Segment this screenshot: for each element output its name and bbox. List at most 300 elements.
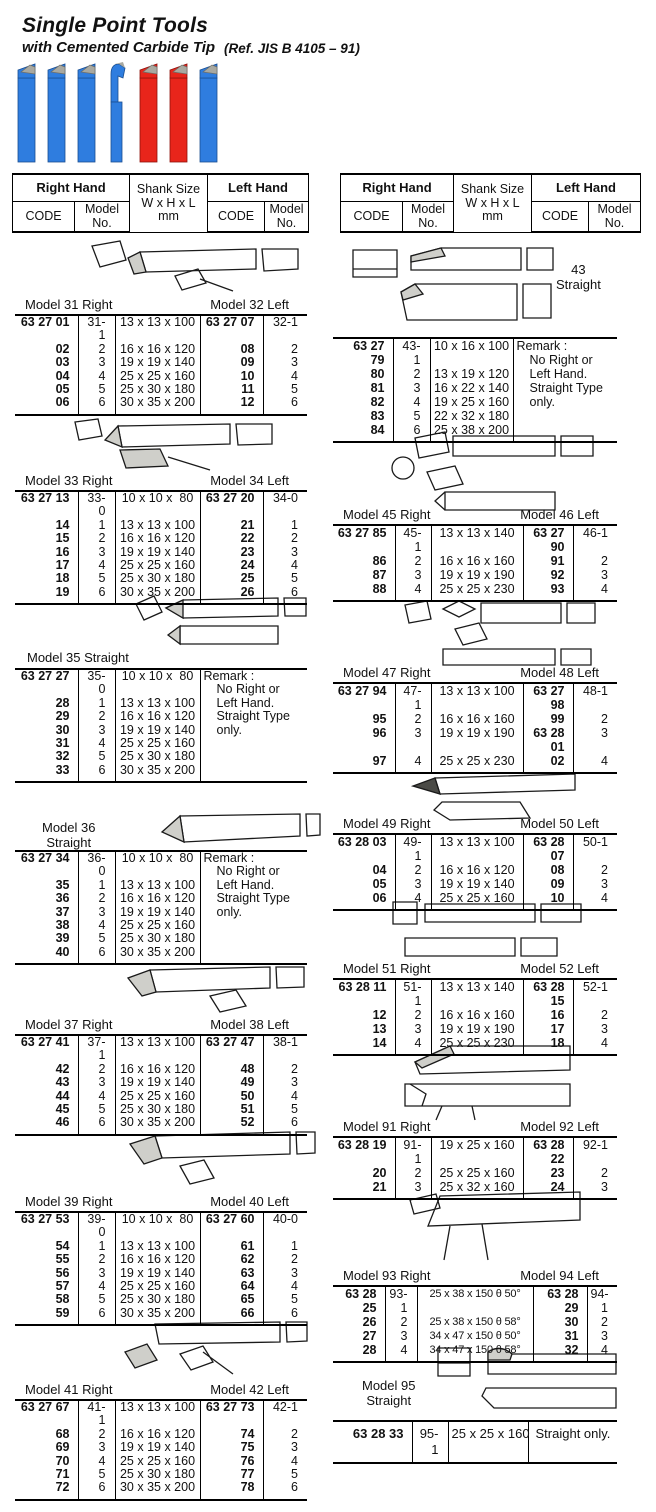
shank-size-cell: 30 x 35 x 200 bbox=[115, 1116, 200, 1134]
lh-model-no-cell: 6 bbox=[263, 396, 307, 414]
spec-table-49-50 bbox=[333, 833, 617, 911]
lh-model-no-cell: 34-0 bbox=[263, 491, 307, 519]
remark-line: Left Hand. bbox=[216, 695, 275, 710]
rh-model-no-cell: 5 bbox=[78, 572, 115, 585]
rh-code-cell: 63 27 41 bbox=[20, 1035, 70, 1049]
remark-line: Straight Type bbox=[216, 891, 290, 906]
shank-size-cell: 13 x 13 x 140 bbox=[431, 525, 523, 554]
rh-model-no-cell: 4 bbox=[395, 1036, 431, 1055]
lh-code-cell: 25 bbox=[200, 572, 263, 585]
rh-model-no-cell: 6 bbox=[78, 1116, 115, 1134]
lh-model-no-cell: 2 bbox=[263, 1063, 307, 1076]
rh-model-no-cell: 6 bbox=[78, 586, 115, 604]
shank-size-cell: 25 x 25 x 160 bbox=[431, 891, 523, 910]
rh-model-no-cell: 2 bbox=[78, 1063, 115, 1076]
model-no-line2: No. bbox=[92, 215, 112, 230]
rh-model-no-cell: 2 bbox=[395, 863, 431, 877]
left-model-label: Model 48 Left bbox=[520, 665, 599, 680]
shank-size-header bbox=[130, 174, 208, 232]
rh-model-no-cell: 95-1 bbox=[412, 1421, 448, 1463]
rh-code-cell: 05 bbox=[55, 382, 70, 397]
lh-code-cell: 93 bbox=[523, 582, 573, 601]
remark-line: Remark : bbox=[516, 339, 568, 353]
lh-code-cell: 10 bbox=[200, 370, 263, 383]
rh-code-cell: 04 bbox=[55, 368, 70, 383]
rh-code-cell: 14 bbox=[372, 1036, 387, 1050]
spec-row bbox=[333, 1008, 617, 1022]
rh-code-cell: 80 bbox=[370, 367, 385, 381]
rh-code-cell: 29 bbox=[55, 709, 70, 724]
shank-size-cell: 19 x 19 x 140 bbox=[115, 724, 200, 737]
spec-row bbox=[333, 726, 617, 754]
lh-model-no-cell: 4 bbox=[263, 370, 307, 383]
rh-code-cell: 63 28 03 bbox=[337, 835, 387, 849]
rh-model-no-cell: 4 bbox=[78, 370, 115, 383]
rh-model-no-cell: 2 bbox=[393, 367, 430, 381]
shank-size-cell: 30 x 35 x 200 bbox=[115, 586, 200, 604]
rh-code-cell: 18 bbox=[55, 571, 70, 586]
model-labels-41-42 bbox=[15, 1382, 307, 1397]
rh-model-no-cell: 6 bbox=[78, 1481, 115, 1499]
lh-model-no-cell: 1 bbox=[263, 519, 307, 532]
lh-code-cell: 24 bbox=[523, 1180, 573, 1199]
shank-size-cell: 10 x 10 x 80 bbox=[115, 491, 200, 519]
lh-code-cell: 66 bbox=[200, 1307, 263, 1325]
shank-size-cell: 25 x 25 x 160 bbox=[431, 1166, 523, 1180]
spec-row bbox=[333, 1329, 617, 1343]
lh-code-cell: 09 bbox=[523, 877, 573, 891]
lh-code-cell: 99 bbox=[523, 712, 573, 726]
shank-size-header bbox=[454, 174, 532, 232]
remark-cell bbox=[200, 851, 307, 964]
rh-code-cell: 30 bbox=[55, 722, 70, 737]
shank-size-cell: 25 x 25 x 160 bbox=[448, 1421, 528, 1463]
rh-code-cell: 28 bbox=[55, 695, 70, 710]
spec-row bbox=[15, 669, 307, 697]
shank-size-cell: 25 x 25 x 230 bbox=[431, 1036, 523, 1055]
spec-row bbox=[333, 1343, 617, 1362]
model-no-header bbox=[589, 202, 641, 233]
shank-line2: W x H x L bbox=[465, 195, 520, 210]
rh-model-no-cell: 4 bbox=[393, 395, 430, 409]
rh-code-cell: 33 bbox=[55, 762, 70, 777]
model-label-line: Model 35 Straight bbox=[27, 650, 129, 665]
rh-code-cell: 06 bbox=[55, 395, 70, 410]
spec-table-41-42 bbox=[15, 1399, 307, 1501]
rh-model-no-cell: 43-1 bbox=[393, 338, 430, 367]
rh-code-cell: 59 bbox=[55, 1305, 70, 1320]
spec-row bbox=[15, 383, 307, 396]
rh-code-cell: 97 bbox=[372, 754, 387, 768]
shank-size-cell: 25 x 25 x 160 bbox=[115, 559, 200, 572]
tool-diagram-36 bbox=[150, 810, 322, 850]
lh-model-no-cell: 5 bbox=[263, 383, 307, 396]
rh-code-cell: 96 bbox=[372, 726, 387, 740]
shank-size-cell: 25 x 25 x 160 bbox=[115, 1280, 200, 1293]
lh-model-no-cell: 40-0 bbox=[263, 1212, 307, 1240]
spec-row bbox=[15, 356, 307, 369]
lh-code-cell: 23 bbox=[523, 1166, 573, 1180]
shank-size-cell: 19 x 19 x 140 bbox=[115, 906, 200, 919]
spec-row bbox=[333, 1166, 617, 1180]
lh-code-cell: 63 28 29 bbox=[533, 1286, 587, 1315]
shank-size-cell: 16 x 22 x 140 bbox=[430, 381, 513, 395]
rh-code-cell: 20 bbox=[372, 1166, 387, 1180]
tool-bit bbox=[111, 64, 125, 102]
lh-code-cell: 12 bbox=[200, 396, 263, 414]
shank-size-cell: 19 x 19 x 140 bbox=[115, 546, 200, 559]
shank-size-cell: 25 x 25 x 160 bbox=[115, 1455, 200, 1468]
shank-size-cell: 13 x 13 x 100 bbox=[115, 315, 200, 343]
rh-code-cell: 63 27 79 bbox=[353, 339, 385, 367]
rh-model-no-cell: 3 bbox=[395, 877, 431, 891]
rh-model-no-cell: 2 bbox=[395, 554, 431, 568]
rh-model-no-cell: 2 bbox=[78, 892, 115, 905]
lh-code-cell: 30 bbox=[533, 1315, 587, 1329]
tool-bit bbox=[18, 78, 35, 162]
right-column-header bbox=[340, 173, 641, 233]
rh-model-no-cell: 2 bbox=[78, 343, 115, 356]
lh-model-no-cell: 6 bbox=[263, 1307, 307, 1325]
remark-line: only. bbox=[216, 722, 242, 737]
spec-row bbox=[15, 1280, 307, 1293]
lh-code-cell: 16 bbox=[523, 1008, 573, 1022]
lh-code-cell: 74 bbox=[200, 1428, 263, 1441]
left-model-label: Model 38 Left bbox=[210, 1017, 289, 1032]
spec-row bbox=[333, 863, 617, 877]
model-label-line: Straight bbox=[46, 835, 92, 850]
lh-code-cell: 31 bbox=[533, 1329, 587, 1343]
lh-model-no-cell: 4 bbox=[573, 754, 617, 773]
lh-code-cell: 51 bbox=[200, 1103, 263, 1116]
shank-size-cell: 16 x 16 x 120 bbox=[115, 1063, 200, 1076]
rh-model-no-cell: 5 bbox=[78, 383, 115, 396]
spec-row bbox=[333, 568, 617, 582]
right-model-label: Model 45 Right bbox=[343, 507, 431, 522]
rh-model-no-cell: 1 bbox=[78, 879, 115, 892]
model-label-line: Model 95 bbox=[362, 1378, 416, 1393]
lh-model-no-cell: 3 bbox=[573, 568, 617, 582]
spec-row bbox=[15, 851, 307, 879]
spec-row bbox=[15, 1428, 307, 1441]
spec-table-39-40 bbox=[15, 1211, 307, 1326]
spec-row bbox=[333, 1286, 617, 1315]
shank-size-cell: 25 x 30 x 180 bbox=[115, 572, 200, 585]
model-label-line: Straight bbox=[366, 1393, 412, 1408]
model-label-line: 43 bbox=[571, 262, 586, 277]
rh-code-cell: 68 bbox=[55, 1426, 70, 1441]
shank-size-cell: 19 x 19 x 140 bbox=[115, 356, 200, 369]
model-labels-91-92 bbox=[333, 1119, 617, 1134]
spec-table-45-46 bbox=[333, 524, 617, 602]
remark-cell bbox=[200, 669, 307, 782]
rh-code-cell: 19 bbox=[55, 584, 70, 599]
lh-code-cell: 26 bbox=[200, 586, 263, 604]
lh-code-cell: 77 bbox=[200, 1468, 263, 1481]
lh-code-cell: 63 27 47 bbox=[200, 1035, 263, 1063]
lh-model-no-cell: 2 bbox=[573, 712, 617, 726]
lh-code-cell: 63 28 22 bbox=[523, 1137, 573, 1166]
model-no-header bbox=[403, 202, 454, 233]
spec-row bbox=[15, 1441, 307, 1454]
shank-size-cell: 16 x 16 x 120 bbox=[431, 863, 523, 877]
rh-model-no-cell: 37-1 bbox=[78, 1035, 115, 1063]
model-no-line2: No. bbox=[604, 215, 625, 230]
lh-model-no-cell: 5 bbox=[263, 1103, 307, 1116]
page-subtitle: with Cemented Carbide Tip bbox=[22, 39, 216, 56]
rh-code-cell: 55 bbox=[55, 1252, 70, 1267]
rh-code-cell: 84 bbox=[370, 423, 385, 437]
spec-row bbox=[333, 891, 617, 910]
rh-code-cell: 63 27 53 bbox=[20, 1212, 70, 1226]
tool-diagram-43 bbox=[345, 240, 560, 330]
shank-line2: W x H x L bbox=[141, 195, 196, 210]
lh-code-cell: 08 bbox=[523, 863, 573, 877]
rh-model-no-cell: 3 bbox=[395, 568, 431, 582]
tool-diagram-31-32 bbox=[70, 238, 305, 296]
left-model-label: Model 42 Left bbox=[210, 1382, 289, 1397]
shank-size-cell: 25 x 25 x 160 bbox=[115, 370, 200, 383]
rh-code-cell: 63 28 25 bbox=[345, 1287, 377, 1315]
rh-code-cell: 02 bbox=[55, 341, 70, 356]
lh-code-cell: 63 bbox=[200, 1267, 263, 1280]
model-labels-37-38 bbox=[15, 1017, 307, 1032]
rh-model-no-cell: 3 bbox=[78, 356, 115, 369]
remark-line: only. bbox=[216, 904, 242, 919]
lh-code-cell: 92 bbox=[523, 568, 573, 582]
model-label-35 bbox=[27, 650, 129, 665]
rh-model-no-cell: 6 bbox=[78, 396, 115, 414]
tool-bit bbox=[111, 102, 122, 162]
rh-model-no-cell: 3 bbox=[393, 381, 430, 395]
left-model-label: Model 94 Left bbox=[520, 1268, 599, 1283]
rh-model-no-cell: 51-1 bbox=[395, 979, 431, 1008]
rh-code-cell: 58 bbox=[55, 1292, 70, 1307]
rh-model-no-cell: 4 bbox=[395, 582, 431, 601]
rh-model-no-cell: 4 bbox=[78, 559, 115, 572]
rh-code-cell: 38 bbox=[55, 918, 70, 933]
spec-row bbox=[15, 546, 307, 559]
rh-code-cell: 16 bbox=[55, 544, 70, 559]
rh-model-no-cell: 93-1 bbox=[385, 1286, 417, 1315]
spec-row bbox=[333, 1315, 617, 1329]
rh-code-cell: 63 27 85 bbox=[337, 526, 387, 540]
rh-code-cell: 63 27 34 bbox=[20, 851, 70, 865]
lh-model-no-cell: 3 bbox=[573, 1180, 617, 1199]
spec-table-91-92 bbox=[333, 1136, 617, 1200]
model-label-43 bbox=[556, 262, 601, 292]
rh-model-no-cell: 3 bbox=[78, 1441, 115, 1454]
lh-code-cell: 10 bbox=[523, 891, 573, 910]
tool-bit bbox=[170, 78, 187, 162]
rh-model-no-cell: 45-1 bbox=[395, 525, 431, 554]
shank-size-cell: 16 x 16 x 120 bbox=[115, 1428, 200, 1441]
shank-line3: mm bbox=[158, 209, 179, 223]
lh-model-no-cell: 2 bbox=[263, 343, 307, 356]
shank-size-cell: 19 x 19 x 190 bbox=[431, 1022, 523, 1036]
right-model-label: Model 37 Right bbox=[25, 1017, 113, 1032]
tool-bit bbox=[140, 78, 157, 162]
lh-code-cell: 18 bbox=[523, 1036, 573, 1055]
spec-row bbox=[15, 519, 307, 532]
rh-code-cell: 43 bbox=[55, 1075, 70, 1090]
rh-code-cell: 32 bbox=[55, 749, 70, 764]
shank-size-cell: 10 x 10 x 80 bbox=[115, 1212, 200, 1240]
lh-model-no-cell: 2 bbox=[573, 863, 617, 877]
spec-row bbox=[15, 396, 307, 414]
lh-model-no-cell: 4 bbox=[263, 1280, 307, 1293]
spec-row bbox=[333, 1022, 617, 1036]
shank-size-cell: 13 x 13 x 100 bbox=[115, 879, 200, 892]
rh-code-cell: 70 bbox=[55, 1453, 70, 1468]
rh-model-no-cell: 4 bbox=[395, 891, 431, 910]
code-header: CODE bbox=[341, 202, 403, 233]
model-labels-45-46 bbox=[333, 507, 617, 522]
rh-model-no-cell: 3 bbox=[395, 1180, 431, 1199]
spec-row bbox=[333, 582, 617, 601]
lh-model-no-cell: 2 bbox=[573, 554, 617, 568]
lh-model-no-cell: 4 bbox=[573, 1036, 617, 1055]
lh-code-cell: 91 bbox=[523, 554, 573, 568]
shank-size-cell: 30 x 35 x 200 bbox=[115, 946, 200, 964]
left-model-label: Model 50 Left bbox=[520, 816, 599, 831]
lh-model-no-cell: 6 bbox=[263, 586, 307, 604]
lh-code-cell: 49 bbox=[200, 1076, 263, 1089]
lh-model-no-cell: 94-1 bbox=[587, 1286, 617, 1315]
lh-model-no-cell: 4 bbox=[573, 891, 617, 910]
shank-size-cell: 34 x 47 x 150 θ 50° bbox=[417, 1329, 533, 1343]
lh-model-no-cell: 3 bbox=[263, 1076, 307, 1089]
spec-row bbox=[15, 491, 307, 519]
rh-code-cell: 83 bbox=[370, 409, 385, 423]
rh-code-cell: 39 bbox=[55, 931, 70, 946]
shank-size-cell: 25 x 30 x 180 bbox=[115, 1468, 200, 1481]
tool-bit bbox=[78, 78, 95, 162]
spec-row bbox=[333, 525, 617, 554]
lh-code-cell: 24 bbox=[200, 559, 263, 572]
rh-code-cell: 63 27 13 bbox=[20, 491, 70, 505]
rh-code-cell: 28 bbox=[362, 1343, 377, 1357]
rh-model-no-cell: 2 bbox=[395, 712, 431, 726]
lh-code-cell: 63 27 20 bbox=[200, 491, 263, 519]
shank-size-cell: 25 x 30 x 180 bbox=[115, 383, 200, 396]
lh-model-no-cell: 4 bbox=[587, 1343, 617, 1362]
shank-size-cell: 16 x 16 x 120 bbox=[115, 892, 200, 905]
rh-model-no-cell: 5 bbox=[78, 1468, 115, 1481]
model-labels-51-52 bbox=[333, 961, 617, 976]
shank-size-cell: 16 x 16 x 120 bbox=[115, 710, 200, 723]
shank-size-cell: 25 x 25 x 160 bbox=[115, 1090, 200, 1103]
rh-code-cell: 31 bbox=[55, 736, 70, 751]
model-label-line: Model 36 bbox=[42, 820, 96, 835]
spec-row bbox=[15, 1063, 307, 1076]
tools-photo bbox=[12, 58, 230, 180]
spec-table-33-34 bbox=[15, 490, 307, 605]
model-no-header bbox=[265, 202, 309, 233]
tool-bit-photo-group bbox=[18, 62, 217, 162]
shank-size-cell: 30 x 35 x 200 bbox=[115, 764, 200, 782]
right-model-label: Model 39 Right bbox=[25, 1194, 113, 1209]
lh-code-cell: 63 28 01 bbox=[523, 726, 573, 754]
shank-size-cell: 25 x 30 x 180 bbox=[115, 1103, 200, 1116]
shank-size-cell: 30 x 35 x 200 bbox=[115, 396, 200, 414]
spec-table-43 bbox=[333, 337, 617, 443]
shank-size-cell: 25 x 25 x 160 bbox=[115, 737, 200, 750]
code-header: CODE bbox=[208, 202, 265, 233]
rh-code-cell: 81 bbox=[370, 381, 385, 395]
rh-code-cell: 63 28 33 bbox=[352, 1426, 404, 1441]
model-labels-39-40 bbox=[15, 1194, 307, 1209]
left-hand-header: Left Hand bbox=[208, 174, 309, 202]
rh-code-cell: 04 bbox=[372, 863, 387, 877]
shank-line3: mm bbox=[482, 209, 503, 223]
right-model-label: Model 49 Right bbox=[343, 816, 431, 831]
rh-model-no-cell: 91-1 bbox=[395, 1137, 431, 1166]
shank-size-cell: 16 x 16 x 160 bbox=[431, 554, 523, 568]
rh-code-cell: 44 bbox=[55, 1088, 70, 1103]
lh-model-no-cell: 3 bbox=[573, 726, 617, 754]
spec-row bbox=[15, 343, 307, 356]
shank-size-cell: 13 x 13 x 100 bbox=[115, 697, 200, 710]
lh-model-no-cell: 3 bbox=[263, 546, 307, 559]
tool-diagram-47-48 bbox=[385, 597, 610, 667]
shank-size-cell: 19 x 19 x 140 bbox=[115, 1441, 200, 1454]
rh-model-no-cell: 4 bbox=[78, 737, 115, 750]
lh-code-cell: 62 bbox=[200, 1253, 263, 1266]
shank-size-cell: 30 x 35 x 200 bbox=[115, 1481, 200, 1499]
rh-code-cell: 87 bbox=[372, 568, 387, 582]
shank-line1: Shank Size bbox=[460, 182, 525, 196]
lh-model-no-cell: 6 bbox=[263, 1481, 307, 1499]
spec-table-31-32 bbox=[15, 314, 307, 416]
lh-code-cell: 65 bbox=[200, 1293, 263, 1306]
shank-size-cell: 13 x 13 x 100 bbox=[431, 834, 523, 863]
spec-row bbox=[333, 1180, 617, 1199]
lh-code-cell: 08 bbox=[200, 343, 263, 356]
rh-model-no-cell: 3 bbox=[395, 1022, 431, 1036]
shank-size-cell: 13 x 13 x 100 bbox=[115, 1035, 200, 1063]
model-no-header bbox=[75, 202, 130, 233]
shank-size-cell: 13 x 13 x 100 bbox=[115, 1400, 200, 1428]
right-model-label: Model 93 Right bbox=[343, 1268, 431, 1283]
shank-size-cell: 25 x 38 x 150 θ 58° bbox=[417, 1315, 533, 1329]
rh-model-no-cell: 3 bbox=[78, 1267, 115, 1280]
rh-model-no-cell: 3 bbox=[78, 724, 115, 737]
rh-model-no-cell: 2 bbox=[78, 1253, 115, 1266]
rh-model-no-cell: 49-1 bbox=[395, 834, 431, 863]
rh-model-no-cell: 3 bbox=[385, 1329, 417, 1343]
spec-row bbox=[333, 754, 617, 773]
rh-model-no-cell: 1 bbox=[78, 697, 115, 710]
spec-table-35 bbox=[15, 668, 307, 783]
reference-standard: (Ref. JIS B 4105 – 91) bbox=[224, 41, 360, 56]
right-model-label: Model 33 Right bbox=[25, 473, 113, 488]
rh-model-no-cell: 4 bbox=[78, 1280, 115, 1293]
model-no-line1: Model bbox=[84, 202, 120, 216]
rh-model-no-cell: 6 bbox=[78, 946, 115, 964]
rh-code-cell: 37 bbox=[55, 904, 70, 919]
rh-model-no-cell: 4 bbox=[385, 1343, 417, 1362]
shank-size-cell: 25 x 30 x 180 bbox=[115, 1293, 200, 1306]
model-labels-93-94 bbox=[333, 1268, 617, 1283]
rh-code-cell: 40 bbox=[55, 944, 70, 959]
spec-row bbox=[15, 315, 307, 343]
lh-code-cell: 21 bbox=[200, 519, 263, 532]
rh-code-cell: 63 27 27 bbox=[20, 669, 70, 683]
spec-row bbox=[15, 1455, 307, 1468]
lh-model-no-cell: 3 bbox=[573, 877, 617, 891]
shank-size-cell: 22 x 32 x 180 bbox=[430, 409, 513, 423]
